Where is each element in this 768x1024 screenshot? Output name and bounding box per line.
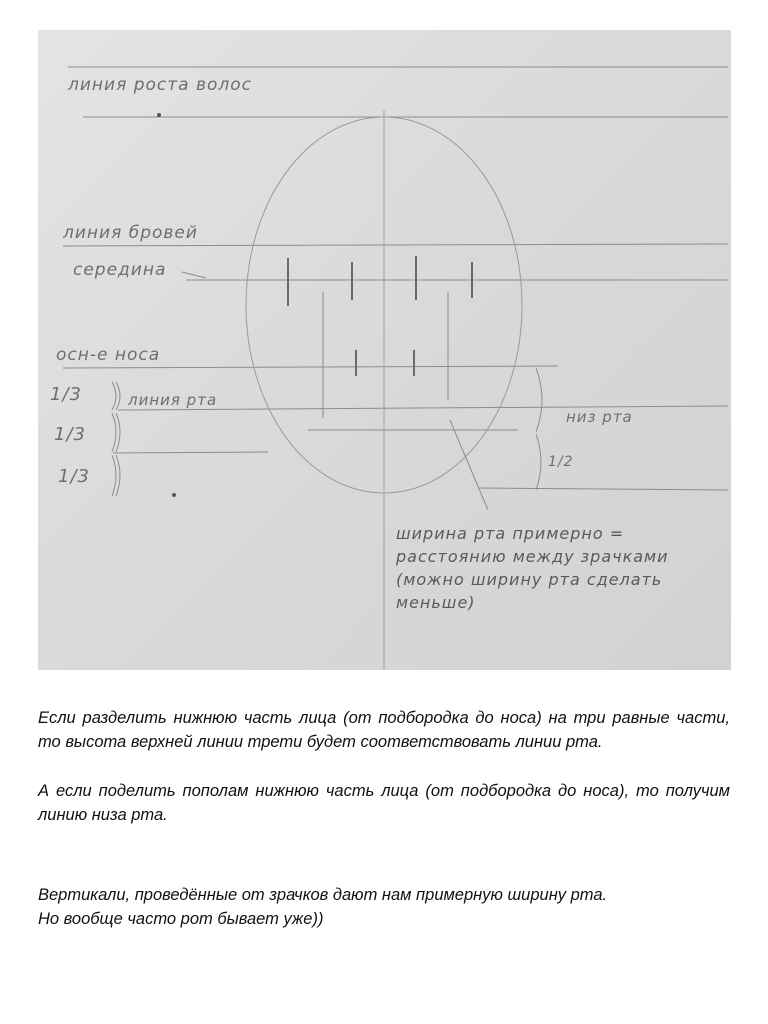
label-third-2: 1/3 [54, 424, 86, 445]
third-bracket-1 [112, 382, 120, 410]
label-hairline: линия роста волос [68, 75, 253, 95]
third-bracket-2 [112, 413, 120, 452]
label-third-3: 1/3 [58, 466, 90, 487]
third-bracket-3 [112, 455, 120, 496]
paragraph-narrower: Но вообще часто рот бывает уже)) [38, 910, 324, 928]
label-third-1: 1/3 [50, 384, 82, 405]
hairline-dot [157, 113, 161, 117]
chin-guide [478, 488, 728, 490]
caption-block-3 [38, 883, 730, 931]
label-mouth-line: линия рта [128, 391, 218, 409]
middle-arrow [182, 272, 206, 278]
chin-dot [172, 493, 176, 497]
brow-guide [63, 244, 728, 246]
label-nose-base: осн-е носа [56, 345, 161, 365]
caption-block-2 [38, 779, 730, 827]
paragraph-thirds: Если разделить нижнюю часть лица (от подбородка до носа) на три равные части, то высота верхней линии трети будет соответствовать линии рта. [38, 709, 730, 751]
paragraph-half: А если поделить пополам нижнюю часть лица (от подбородка до носа), то получим линию низа рта. [38, 782, 730, 824]
right-bracket-lower [536, 434, 541, 490]
nose-base-guide [63, 366, 558, 368]
label-brow-line: линия бровей [63, 223, 198, 243]
right-bracket-upper [536, 368, 542, 432]
caption-block [38, 706, 730, 754]
third-guide [113, 452, 268, 453]
mouth-width-arrow [450, 420, 488, 510]
face-proportion-sketch [38, 30, 731, 670]
label-mouth-width-note: ширина рта примерно = расстоянию между зрачками (можно ширину рта сделать меньше) [396, 524, 669, 612]
paragraph-verticals: Вертикали, проведённые от зрачков дают нам примерную ширину рта. [38, 886, 608, 904]
label-mouth-bottom: низ рта [566, 408, 633, 426]
sketch-photo [38, 30, 731, 670]
label-middle: середина [73, 260, 167, 280]
label-half: 1/2 [548, 454, 574, 470]
